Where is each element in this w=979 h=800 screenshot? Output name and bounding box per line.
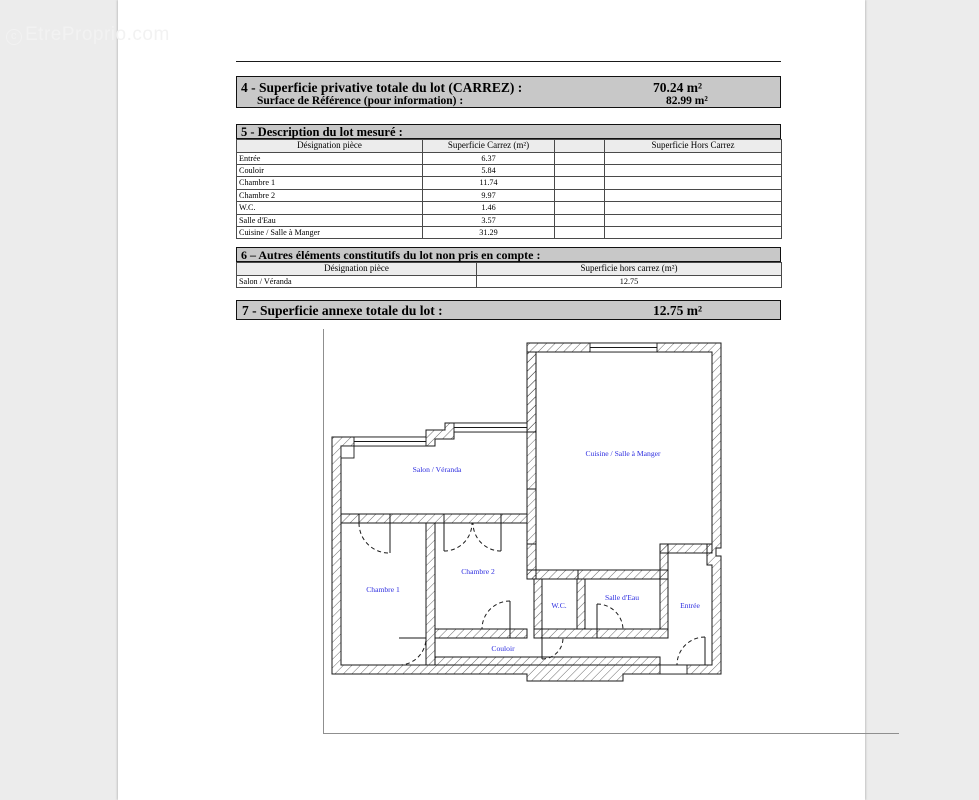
section-4-subtitle: Surface de Référence (pour information) : bbox=[257, 95, 464, 107]
cell-designation: W.C. bbox=[237, 202, 423, 214]
top-divider-rule bbox=[236, 61, 781, 62]
cell-carrez: 9.97 bbox=[423, 189, 555, 201]
cell-hors-carrez: 12.75 bbox=[477, 275, 782, 287]
room-label-chambre1: Chambre 1 bbox=[366, 585, 400, 594]
cell-carrez: 6.37 bbox=[423, 152, 555, 164]
cell-hors-carrez bbox=[605, 165, 782, 177]
section-5-banner bbox=[236, 124, 781, 139]
room-label-salon: Salon / Véranda bbox=[412, 465, 462, 474]
cell-spacer bbox=[555, 202, 605, 214]
cell-spacer bbox=[555, 214, 605, 226]
col-header-hors-carrez: Superficie hors carrez (m²) bbox=[477, 263, 782, 276]
plan-walls bbox=[332, 343, 721, 681]
room-label-cuisine: Cuisine / Salle à Manger bbox=[585, 449, 661, 458]
cell-designation: Salle d'Eau bbox=[237, 214, 423, 226]
document-content bbox=[219, 0, 783, 800]
table-header-row bbox=[237, 140, 782, 153]
cell-designation: Chambre 2 bbox=[237, 189, 423, 201]
cell-designation: Couloir bbox=[237, 165, 423, 177]
watermark bbox=[6, 24, 170, 46]
table-row bbox=[237, 227, 782, 239]
cell-hors-carrez bbox=[605, 189, 782, 201]
section-4-banner bbox=[236, 76, 781, 108]
cell-hors-carrez bbox=[605, 152, 782, 164]
col-header-carrez: Superficie Carrez (m²) bbox=[423, 140, 555, 153]
plan-windows bbox=[341, 343, 687, 674]
room-label-couloir: Couloir bbox=[491, 644, 515, 653]
copyright-icon: c bbox=[6, 29, 22, 45]
cell-hors-carrez bbox=[605, 202, 782, 214]
cell-carrez: 11.74 bbox=[423, 177, 555, 189]
document-page bbox=[118, 0, 865, 800]
room-label-chambre2: Chambre 2 bbox=[461, 567, 495, 576]
section-7-title: 7 - Superficie annexe totale du lot : bbox=[242, 303, 443, 318]
cell-spacer bbox=[555, 189, 605, 201]
cell-hors-carrez bbox=[605, 214, 782, 226]
cell-carrez: 31.29 bbox=[423, 227, 555, 239]
floor-plan-drawing bbox=[323, 329, 900, 734]
section-5-title: 5 - Description du lot mesuré : bbox=[241, 125, 403, 139]
watermark-text: EtreProprio.com bbox=[25, 24, 170, 45]
table-row bbox=[237, 202, 782, 214]
room-label-wc: W.C. bbox=[551, 601, 567, 610]
rooms-carrez-table bbox=[236, 139, 782, 239]
table-row bbox=[237, 152, 782, 164]
table-row bbox=[237, 275, 782, 287]
floor-plan-frame bbox=[323, 329, 900, 734]
section-6-banner bbox=[236, 247, 781, 262]
cell-spacer bbox=[555, 177, 605, 189]
cell-carrez: 3.57 bbox=[423, 214, 555, 226]
col-header-hors-carrez: Superficie Hors Carrez bbox=[605, 140, 782, 153]
cell-spacer bbox=[555, 165, 605, 177]
table-row bbox=[237, 165, 782, 177]
section-7-value: 12.75 m² bbox=[653, 303, 703, 318]
cell-spacer bbox=[555, 152, 605, 164]
cell-carrez: 1.46 bbox=[423, 202, 555, 214]
cell-designation: Salon / Véranda bbox=[237, 275, 477, 287]
section-6-title: 6 – Autres éléments constitutifs du lot non pris en compte : bbox=[241, 248, 541, 262]
cell-designation: Entrée bbox=[237, 152, 423, 164]
table-row bbox=[237, 214, 782, 226]
table-row bbox=[237, 177, 782, 189]
cell-hors-carrez bbox=[605, 227, 782, 239]
room-label-salle-eau: Salle d'Eau bbox=[604, 593, 640, 602]
table-header-row bbox=[237, 263, 782, 276]
col-header-designation: Désignation pièce bbox=[237, 263, 477, 276]
section-4-value: 70.24 m² bbox=[653, 80, 703, 95]
col-header-spacer bbox=[555, 140, 605, 153]
section-7-banner bbox=[236, 300, 781, 320]
cell-designation: Cuisine / Salle à Manger bbox=[237, 227, 423, 239]
room-label-entree: Entrée bbox=[680, 601, 700, 610]
col-header-designation: Désignation pièce bbox=[237, 140, 423, 153]
cell-carrez: 5.84 bbox=[423, 165, 555, 177]
cell-designation: Chambre 1 bbox=[237, 177, 423, 189]
other-elements-table bbox=[236, 262, 782, 288]
section-4-subvalue: 82.99 m² bbox=[666, 95, 708, 107]
table-row bbox=[237, 189, 782, 201]
cell-hors-carrez bbox=[605, 177, 782, 189]
cell-spacer bbox=[555, 227, 605, 239]
section-4-title: 4 - Superficie privative totale du lot (CARREZ) : bbox=[241, 80, 523, 95]
